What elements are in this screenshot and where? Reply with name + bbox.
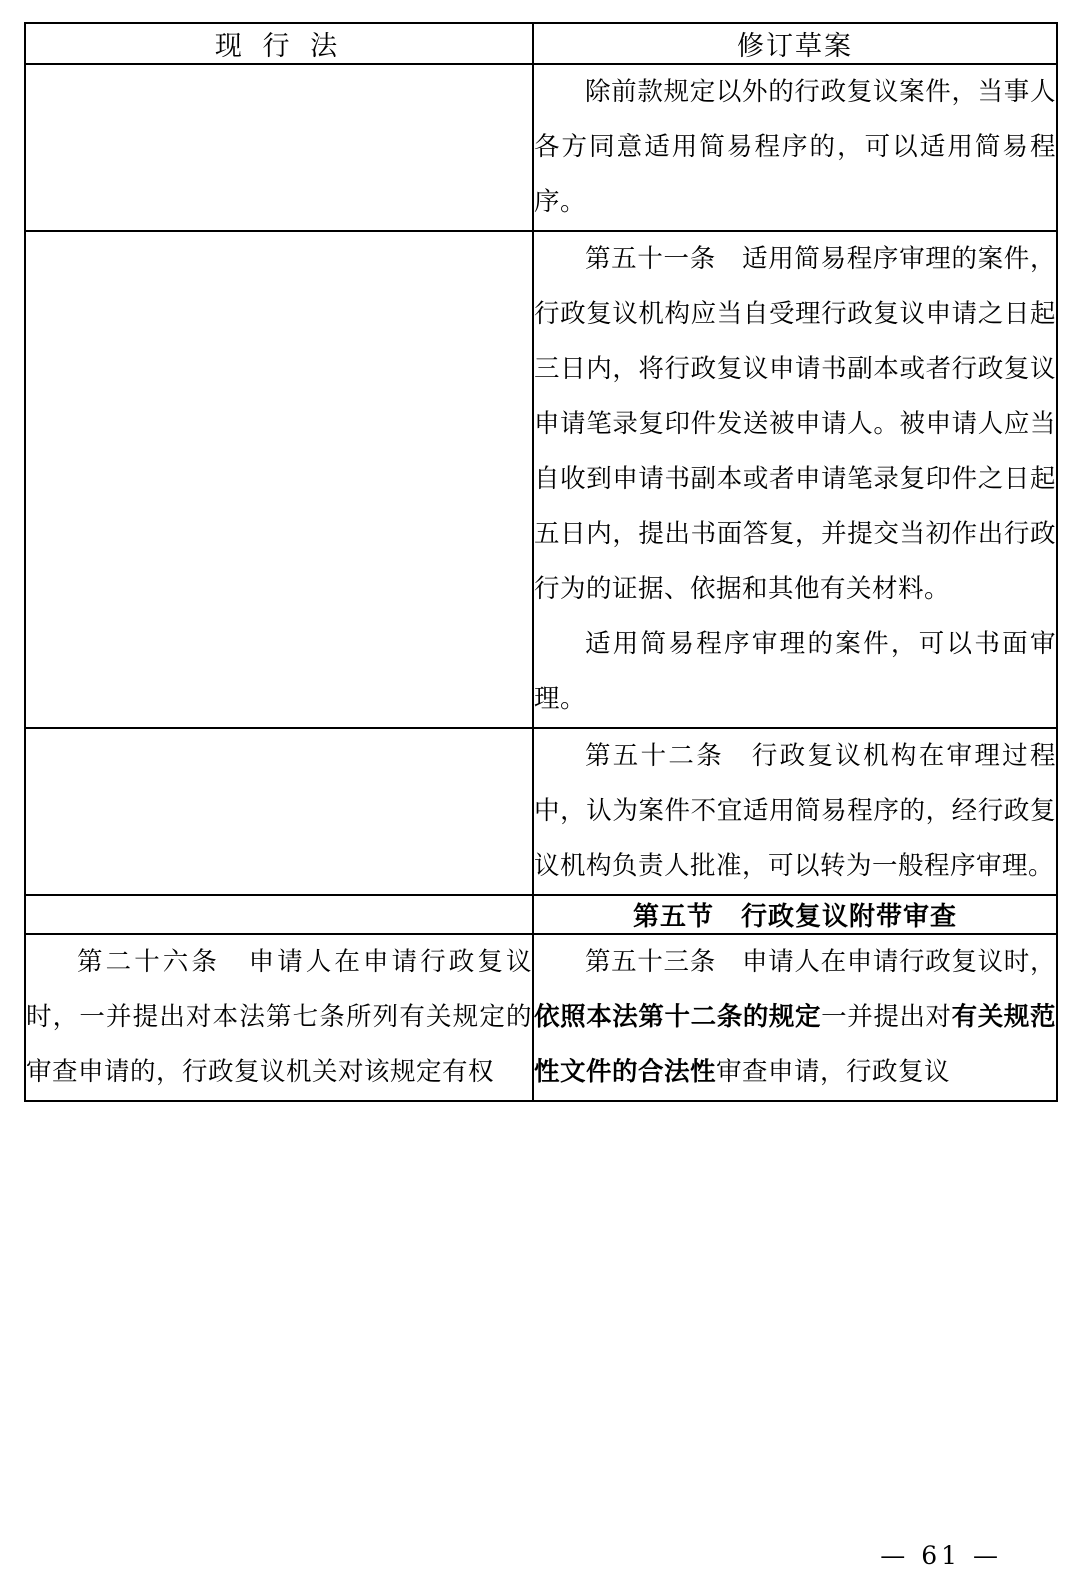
section-heading-row: [25, 895, 1057, 934]
section-title: 第五节 行政复议附带审查: [632, 902, 957, 932]
page-number: — 61 —: [880, 1541, 1002, 1570]
comparison-table: [24, 22, 1058, 1102]
paragraph-text: 除前款规定以外的行政复议案件，当事人各方同意适用简易程序的，可以适用简易程序。: [534, 77, 1056, 217]
paragraph-text: 第二十六条 申请人在申请行政复议时，一并提出对本法第七条所列有关规定的审查申请的，行政复议机关对该规定有权: [26, 947, 532, 1087]
right-cell-paragraph: [533, 64, 1057, 231]
table-row: [25, 728, 1057, 895]
right-cell-article-52: [533, 728, 1057, 895]
column-header-draft-revision: 修订草案: [533, 23, 1057, 64]
left-cell-empty: [25, 231, 533, 728]
table-row: [25, 934, 1057, 1101]
table-row: [25, 231, 1057, 728]
left-cell-empty: [25, 64, 533, 231]
left-cell-empty: [25, 728, 533, 895]
right-cell-section-title: [533, 895, 1057, 934]
table-row: [25, 64, 1057, 231]
left-cell-empty: [25, 895, 533, 934]
paragraph-text: 第五十一条 适用简易程序审理的案件，行政复议机构应当自受理行政复议申请之日起三日内，将行政复议申请书副本或者行政复议申请笔录复印件发送被申请人。被申请人应当自收到申请书副本或者申请笔录复印件之日起五日内，提出书面答复，并提交当初作出行政行为的证据、依据和其他有关材料。: [534, 244, 1056, 604]
paragraph-text: 适用简易程序审理的案件，可以书面审理。: [534, 629, 1056, 714]
paragraph-text: 第五十三条 申请人在申请行政复议时，依照本法第十二条的规定一并提出对有关规范性文件的合法性审查申请，行政复议: [534, 947, 1056, 1087]
table-header-row: [25, 23, 1057, 64]
right-cell-article-51: [533, 231, 1057, 728]
left-cell-article-26: [25, 934, 533, 1101]
paragraph-text: 第五十二条 行政复议机构在审理过程中，认为案件不宜适用简易程序的，经行政复议机构负责人批准，可以转为一般程序审理。: [534, 741, 1056, 881]
right-cell-article-53: [533, 934, 1057, 1101]
column-header-current-law: 现 行 法: [25, 23, 533, 64]
